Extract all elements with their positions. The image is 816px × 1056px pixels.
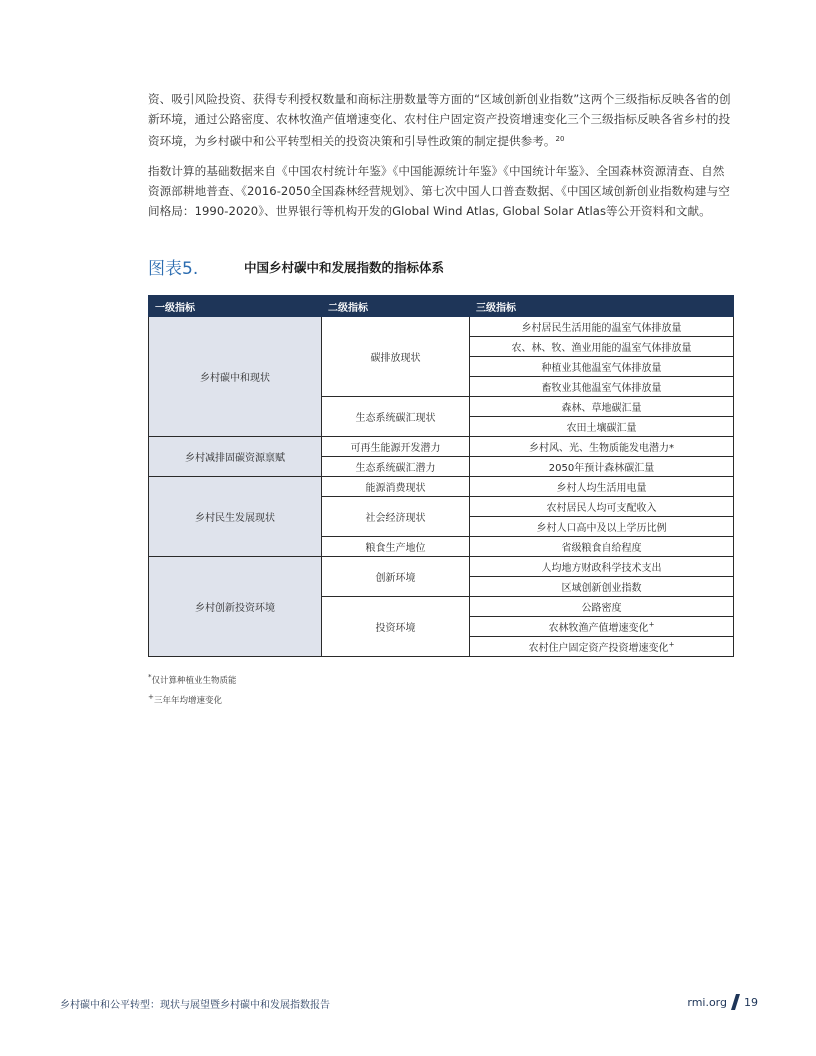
table-row [149,317,734,337]
level1-cell: 乡村民生发展现状 [149,477,322,557]
level3-cell [470,397,734,417]
footnote-mark: + [668,640,675,649]
reference-number: 20 [555,135,565,143]
footnote-mark: + [648,620,655,629]
level3-label: 2050年预计森林碳汇量 [548,463,655,474]
level3-label: 农林牧渔产值增速变化 [548,623,649,634]
level2-cell: 能源消费现状 [322,477,470,497]
footnote-2 [148,692,222,706]
body-paragraph-1 [148,89,734,151]
level3-cell [470,537,734,557]
level3-label: 畜牧业其他温室气体排放量 [541,383,662,394]
level1-cell: 乡村创新投资环境 [149,557,322,657]
level3-label: 乡村人均生活用电量 [556,483,647,494]
level3-cell [470,317,734,337]
level1-cell: 乡村减排固碳资源禀赋 [149,437,322,477]
table-row [149,477,734,497]
level2-cell: 投资环境 [322,597,470,657]
level2-cell: 生态系统碳汇潜力 [322,457,470,477]
table-row [149,557,734,577]
level3-cell [470,557,734,577]
level3-label: 省级粮食自给程度 [561,543,642,554]
level2-cell: 碳排放现状 [322,317,470,397]
footnote-1 [148,672,237,686]
level3-cell [470,457,734,477]
level3-label: 农村住户固定资产投资增速变化 [528,643,669,654]
footnote-text: 仅计算种植业生物质能 [151,675,237,686]
page-number: 19 [744,995,758,1009]
footnote-mark: + [148,692,154,701]
header-level3: 三级指标 [470,296,734,317]
level2-cell: 创新环境 [322,557,470,597]
level3-label: 农、林、牧、渔业用能的温室气体排放量 [511,343,692,354]
site-link[interactable]: rmi.org [687,995,727,1009]
level3-label: 人均地方财政科学技术支出 [541,563,662,574]
level3-label: 乡村居民生活用能的温室气体排放量 [521,323,682,334]
level3-label: 农田土壤碳汇量 [566,423,637,434]
level3-cell [470,357,734,377]
level3-cell [470,637,734,657]
footer-report-title: 乡村碳中和公平转型：现状与展望暨乡村碳中和发展指数报告 [60,1000,330,1011]
level3-label: 农村居民人均可支配收入 [546,503,657,514]
level3-label: 森林、草地碳汇量 [561,403,642,414]
level3-label: 区域创新创业指数 [561,583,642,594]
level3-label: 种植业其他温室气体排放量 [541,363,662,374]
level3-label: 公路密度 [581,603,622,614]
header-level2: 二级指标 [322,296,470,317]
footnote-mark: * [148,672,152,681]
level3-cell [470,377,734,397]
level3-cell [470,597,734,617]
figure-number: 图表5. [148,259,199,279]
level3-cell [470,417,734,437]
table-row [149,437,734,457]
slash-icon [731,994,740,1010]
level2-cell: 可再生能源开发潜力 [322,437,470,457]
level3-cell [470,517,734,537]
figure-caption [148,254,734,278]
level2-cell: 粮食生产地位 [322,537,470,557]
footer-page-info [687,994,758,1010]
level2-cell: 社会经济现状 [322,497,470,537]
body-paragraph-2: 指数计算的基础数据来自《中国农村统计年鉴》《中国能源统计年鉴》《中国统计年鉴》、全国森林资源清查、自然资源部耕地普查、《2016-2050全国森林经营规划》、第七次中国人口普查数据、《中国区域创新创业指数构建与空间格局：1990-2020》、世界银行等机构开发的Global Wind Atlas, Global Solar Atlas等公开资料和文献。 [148,164,730,218]
header-level1: 一级指标 [149,296,322,317]
level3-cell [470,337,734,357]
level3-cell [470,437,734,457]
level3-cell [470,617,734,637]
level3-cell [470,577,734,597]
level3-cell [470,497,734,517]
level3-label: 乡村风、光、生物质能发电潜力* [529,443,674,454]
indicator-table [148,295,734,657]
footnote-text: 三年年均增速变化 [153,695,222,706]
paragraph-text: 资、吸引风险投资、获得专利授权数量和商标注册数量等方面的“区域创新创业指数”这两个三级指标反映各省的创新环境，通过公路密度、农林牧渔产值增速变化、农村住户固定资产投资增速变化三个三级指标反映各省乡村的投资环境，为乡村碳中和公平转型相关的投资决策和引导性政策的制定提供参考。 [148,92,731,148]
table-header-row [149,296,734,317]
level2-cell: 生态系统碳汇现状 [322,397,470,437]
level1-cell: 乡村碳中和现状 [149,317,322,437]
level3-cell [470,477,734,497]
figure-title: 中国乡村碳中和发展指数的指标体系 [244,260,445,275]
level3-label: 乡村人口高中及以上学历比例 [536,523,667,534]
